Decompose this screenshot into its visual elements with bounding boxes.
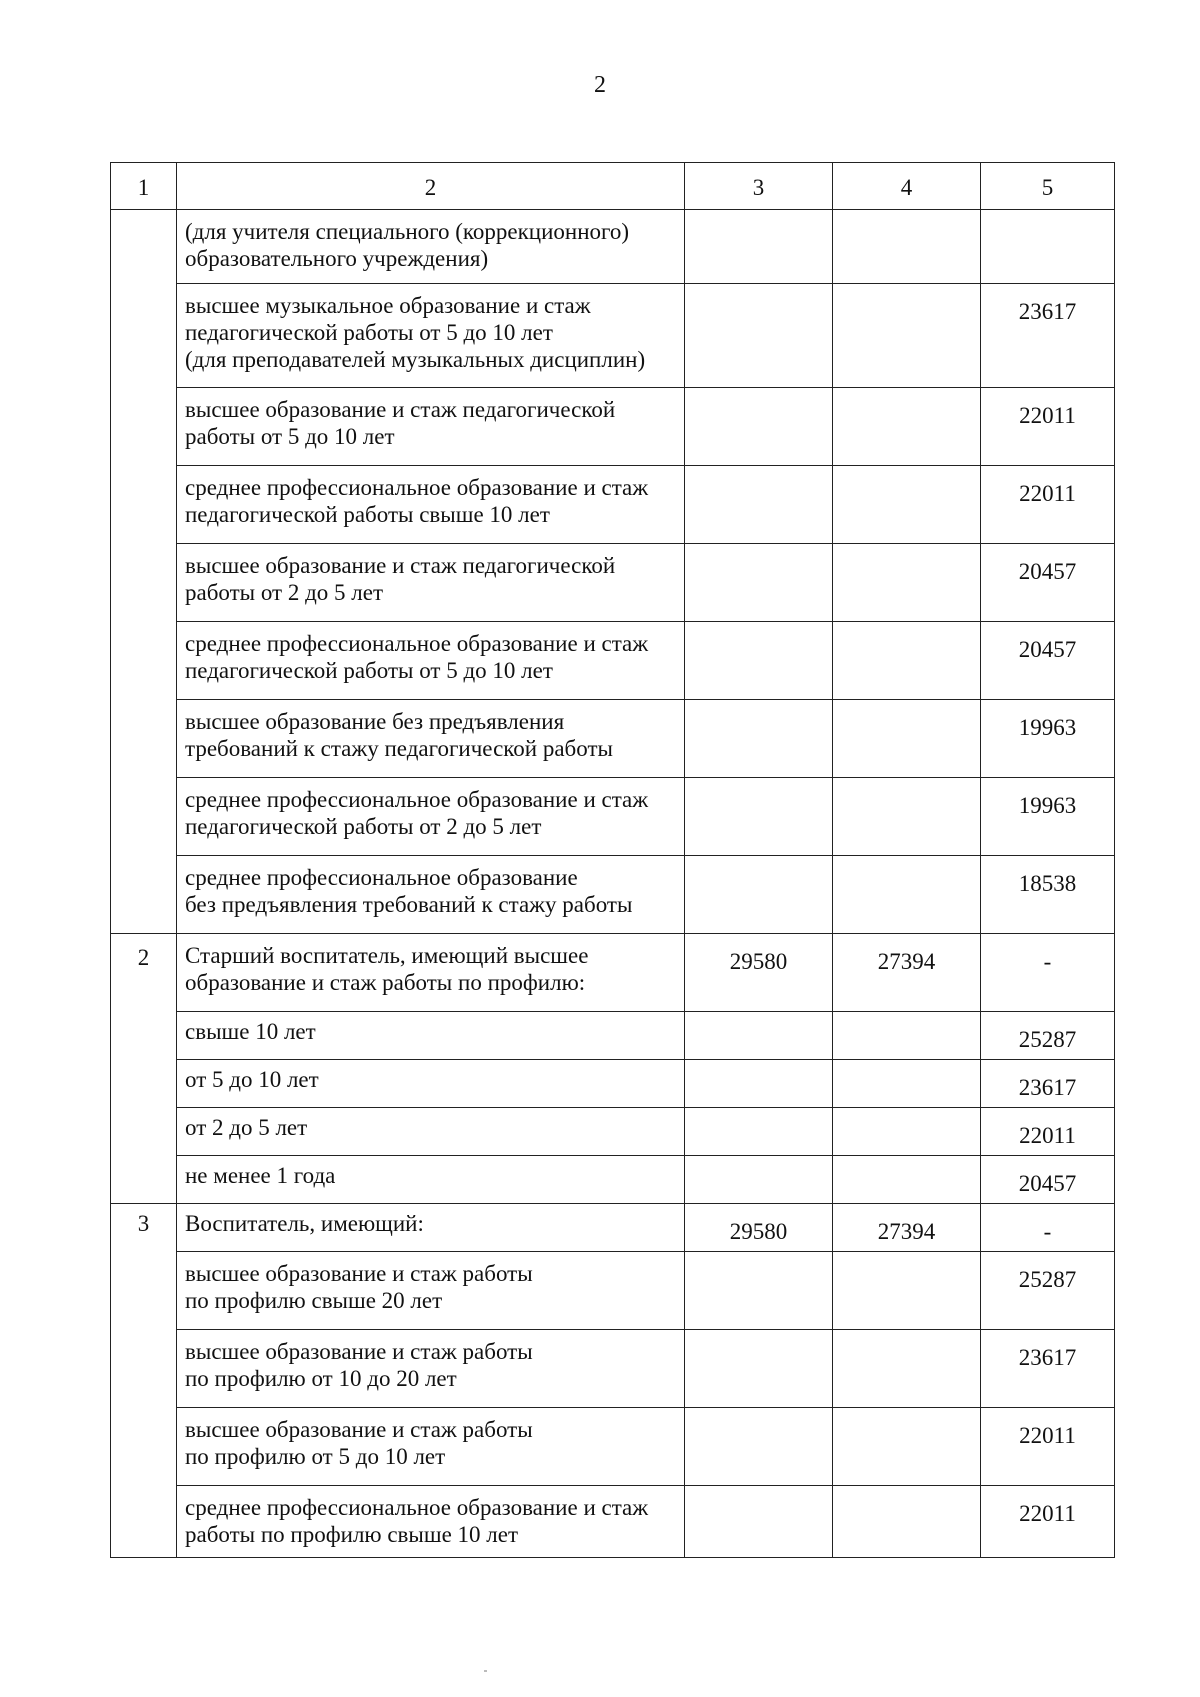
table-row [111,856,1115,934]
row-col-3 [685,466,833,544]
row-description: среднее профессиональное образование без предъявления требований к стажу работы [177,856,685,934]
table-row [111,210,1115,284]
row-col-5: 20457 [981,544,1115,622]
row-description: высшее образование и стаж педагогической работы от 5 до 10 лет [177,388,685,466]
row-description: от 5 до 10 лет [177,1060,685,1108]
row-col-5: 25287 [981,1252,1115,1330]
table-row [111,1156,1115,1204]
row-col-3 [685,1012,833,1060]
table-row [111,284,1115,388]
row-col-5: 23617 [981,284,1115,388]
row-col-4 [833,1330,981,1408]
row-col-4 [833,388,981,466]
row-description: среднее профессиональное образование и стаж работы по профилю свыше 10 лет [177,1486,685,1558]
table-row [111,1486,1115,1558]
row-col-5: 19963 [981,778,1115,856]
row-description: Воспитатель, имеющий: [177,1204,685,1252]
row-col-3 [685,700,833,778]
header-col-3: 3 [685,163,833,210]
header-row [111,163,1115,210]
row-col-4 [833,210,981,284]
row-description: высшее музыкальное образование и стаж педагогической работы от 5 до 10 лет (для преподавателей музыкальных дисциплин) [177,284,685,388]
row-description: высшее образование без предъявления требований к стажу педагогической работы [177,700,685,778]
row-col-3: 29580 [685,1204,833,1252]
table-row [111,1252,1115,1330]
row-col-4 [833,622,981,700]
row-col-5: 22011 [981,1108,1115,1156]
header-col-2: 2 [177,163,685,210]
row-col-4 [833,1012,981,1060]
table-row [111,1108,1115,1156]
table-row [111,466,1115,544]
row-description: свыше 10 лет [177,1012,685,1060]
row-col-3 [685,1060,833,1108]
row-col-4 [833,1252,981,1330]
row-description: высшее образование и стаж работы по профилю свыше 20 лет [177,1252,685,1330]
row-col-3 [685,622,833,700]
row-col-3 [685,284,833,388]
row-description: высшее образование и стаж педагогической работы от 2 до 5 лет [177,544,685,622]
row-col-3 [685,1156,833,1204]
scan-speck [484,1670,487,1672]
row-description: среднее профессиональное образование и стаж педагогической работы свыше 10 лет [177,466,685,544]
row-col-5: 22011 [981,1486,1115,1558]
header-col-1: 1 [111,163,177,210]
row-col-5: 22011 [981,466,1115,544]
row-col-5: - [981,1204,1115,1252]
row-col-5: - [981,934,1115,1012]
table-row [111,1012,1115,1060]
row-col-4 [833,778,981,856]
table-row [111,1330,1115,1408]
table-row [111,1204,1115,1252]
table-row [111,778,1115,856]
table-row [111,544,1115,622]
row-group-number [111,210,177,934]
row-col-3 [685,210,833,284]
row-description: высшее образование и стаж работы по профилю от 10 до 20 лет [177,1330,685,1408]
row-col-3 [685,1108,833,1156]
row-col-4 [833,544,981,622]
table-row [111,934,1115,1012]
row-description: (для учителя специального (коррекционного) образовательного учреждения) [177,210,685,284]
salary-table [110,162,1115,1558]
page-number: 2 [594,72,606,98]
row-col-4: 27394 [833,1204,981,1252]
table-row [111,1060,1115,1108]
row-col-3 [685,544,833,622]
row-description: среднее профессиональное образование и стаж педагогической работы от 5 до 10 лет [177,622,685,700]
row-description: среднее профессиональное образование и стаж педагогической работы от 2 до 5 лет [177,778,685,856]
row-col-4 [833,1156,981,1204]
header-col-5: 5 [981,163,1115,210]
row-col-3 [685,856,833,934]
row-description: не менее 1 года [177,1156,685,1204]
row-col-4 [833,1486,981,1558]
row-col-5: 19963 [981,700,1115,778]
row-col-5: 20457 [981,1156,1115,1204]
row-col-5: 23617 [981,1060,1115,1108]
row-col-4 [833,1108,981,1156]
header-col-4: 4 [833,163,981,210]
row-col-3 [685,1252,833,1330]
table-row [111,1408,1115,1486]
row-col-5: 25287 [981,1012,1115,1060]
row-col-4 [833,284,981,388]
row-col-5: 22011 [981,388,1115,466]
row-col-3 [685,1408,833,1486]
row-col-5: 23617 [981,1330,1115,1408]
row-description: Старший воспитатель, имеющий высшее образование и стаж работы по профилю: [177,934,685,1012]
row-col-4 [833,1408,981,1486]
row-col-4: 27394 [833,934,981,1012]
row-col-4 [833,466,981,544]
row-description: высшее образование и стаж работы по профилю от 5 до 10 лет [177,1408,685,1486]
table-row [111,700,1115,778]
row-description: от 2 до 5 лет [177,1108,685,1156]
row-col-4 [833,700,981,778]
row-col-5 [981,210,1115,284]
row-col-5: 18538 [981,856,1115,934]
row-group-number: 2 [111,934,177,1204]
row-col-3 [685,388,833,466]
row-col-5: 20457 [981,622,1115,700]
row-group-number: 3 [111,1204,177,1558]
row-col-4 [833,856,981,934]
row-col-3 [685,778,833,856]
row-col-3 [685,1330,833,1408]
row-col-3: 29580 [685,934,833,1012]
row-col-3 [685,1486,833,1558]
table-header [111,163,1115,210]
table-row [111,622,1115,700]
row-col-5: 22011 [981,1408,1115,1486]
table-row [111,388,1115,466]
row-col-4 [833,1060,981,1108]
table-body [111,210,1115,1558]
